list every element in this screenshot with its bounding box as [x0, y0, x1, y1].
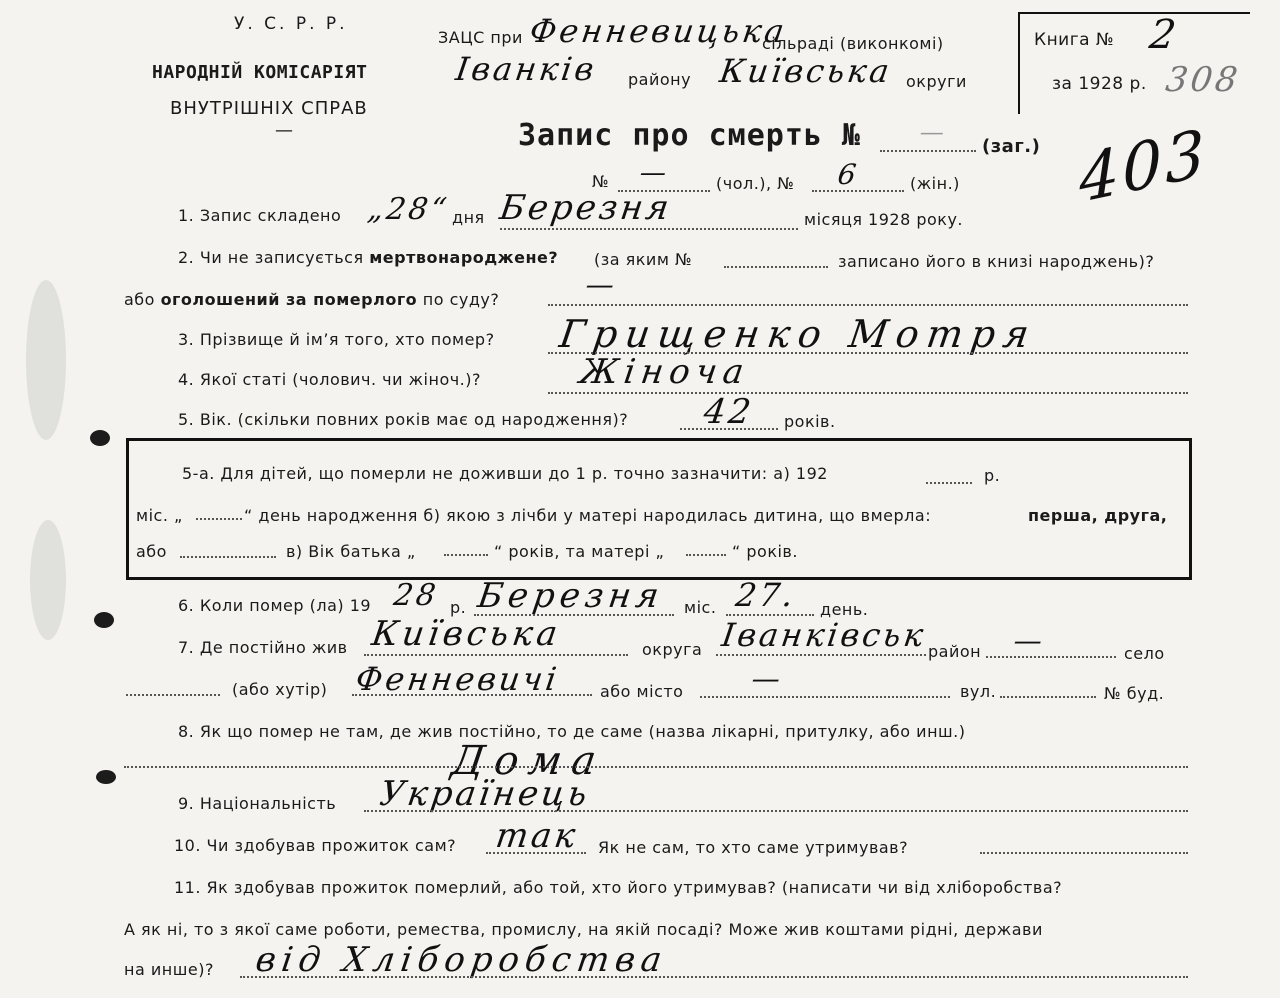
male-label: (чол.), №: [716, 174, 795, 193]
q7-okrug: Київська: [369, 614, 564, 654]
q5-suffix: років.: [784, 412, 836, 431]
q2-line1-mid: (за яким №: [594, 250, 693, 269]
q6-year: 28: [391, 578, 441, 613]
q5a-line3-prefix: або: [136, 542, 167, 561]
q10-answer: так: [493, 816, 581, 856]
district-label: району: [628, 70, 692, 89]
q5a-line2-mid: “ день народження б) якою з лічби у матері народилась дитина, що вмерла:: [244, 506, 932, 525]
q1-month: Березня: [497, 188, 675, 228]
village-council-handwritten: Фенневицька: [527, 12, 790, 50]
q7-okrug-label: округа: [642, 640, 703, 659]
q3-label: 3. Прізвище й ім’я того, хто помер?: [178, 330, 495, 349]
q6-mis-label: міс.: [684, 598, 717, 617]
margin-note: 403: [1078, 115, 1210, 219]
q7-khutir: Фенневичі: [353, 660, 562, 698]
commissariat-name: НАРОДНІЙ КОМІСАРІЯТ: [152, 62, 368, 83]
paper-stain: [26, 280, 66, 440]
q4-label: 4. Якої статі (чолович. чи жіноч.)?: [178, 370, 481, 389]
record-title: Запис про смерть №: [518, 118, 862, 153]
female-label: (жін.): [910, 174, 960, 193]
q2-declared-dead: оголошений за померлого: [160, 290, 418, 309]
okrug-label: округи: [906, 72, 967, 91]
q7-bud-label: № буд.: [1104, 684, 1165, 703]
q6-label: 6. Коли помер (ла) 19: [178, 596, 372, 615]
zag-label: (заг.): [982, 136, 1041, 157]
q5a-first-second: перша, друга,: [1028, 506, 1168, 525]
q10-label: 10. Чи здобував прожиток сам?: [174, 836, 457, 855]
binder-hole: [94, 612, 114, 628]
q6-day: 27.: [733, 576, 799, 614]
q11-line3: на инше)?: [124, 960, 214, 979]
book-year: за 1928 р.: [1052, 74, 1147, 94]
q7-raion-label: район: [928, 642, 982, 661]
okrug-handwritten: Київська: [717, 52, 895, 90]
q11-answer: від Хліборобства: [253, 940, 671, 980]
q5a-line3-suffix: “ років.: [732, 542, 798, 561]
q5a-line1-r: р.: [984, 466, 1001, 485]
q2-line2-prefix: або: [124, 290, 155, 309]
header-dash: —: [275, 120, 294, 141]
q7-selo: —: [1011, 624, 1048, 657]
q9-label: 9. Національність: [178, 794, 337, 813]
q1-suffix: місяця 1928 року.: [804, 210, 964, 229]
no-label: №: [592, 172, 610, 191]
q7-vul-label: вул.: [960, 682, 997, 701]
q7-khutir-label: (або хутір): [232, 680, 328, 699]
q5a-mother-age: “ років, та матері „: [494, 542, 665, 561]
q11-line2: А як ні, то з якої саме роботи, ремества, промислу, на якій посаді? Може жив коштами рідні, держави: [124, 920, 1043, 939]
q1-day: „28“: [365, 192, 452, 227]
district-handwritten: Іванків: [453, 50, 600, 88]
q1-day-label: дня: [452, 208, 485, 227]
q4-answer: Жіноча: [577, 352, 753, 392]
department-name: ВНУТРІШНІХ СПРАВ: [170, 98, 368, 119]
book-number: 2: [1146, 12, 1182, 58]
paper-stain: [30, 520, 66, 640]
q5-answer: 42: [701, 392, 757, 432]
record-title-number: —: [918, 118, 949, 146]
page-number: 308: [1163, 60, 1243, 100]
q2-stillborn: мертвонароджене?: [369, 248, 559, 267]
q8-label: 8. Як що помер не там, де жив постійно, то де саме (назва лікарні, притулку, або инш.): [178, 722, 966, 741]
q6-month: Березня: [475, 576, 667, 616]
q7-misto-label: або місто: [600, 682, 684, 701]
q3-answer: Грищенко Мотря: [556, 312, 1040, 356]
q2-line1-suffix: записано його в книзі народжень)?: [838, 252, 1155, 271]
binder-hole: [96, 770, 116, 784]
q6-r-label: р.: [450, 598, 467, 617]
q8-answer: Дома: [448, 738, 609, 784]
q7-misto: —: [749, 662, 786, 695]
q7-selo-label: село: [1124, 644, 1165, 663]
state-name: У. С. Р. Р.: [234, 14, 348, 34]
q2-line1-prefix: 2. Чи не записується: [178, 248, 364, 267]
q9-answer: Українець: [377, 774, 593, 814]
village-council-suffix: сільраді (виконкомі): [762, 34, 944, 53]
book-label: Книга №: [1034, 30, 1115, 50]
q2-line2-suffix: по суду?: [422, 290, 500, 309]
q2-answer: —: [583, 268, 620, 301]
q5a-father-age: в) Вік батька „: [286, 542, 416, 561]
q5-label: 5. Вік. (скільки повних років має од народження)?: [178, 410, 629, 429]
male-number: —: [637, 158, 672, 188]
binder-hole: [90, 430, 110, 446]
q11-line1: 11. Як здобував прожиток померлий, або той, хто його утримував? (написати чи від хліборобства?: [174, 878, 1063, 897]
q10-mid: Як не сам, то хто саме утримував?: [598, 838, 909, 857]
q5a-line1: 5-а. Для дітей, що померли не доживши до 1 р. точно зазначити: а) 192: [182, 464, 828, 483]
q7-label: 7. Де постійно жив: [178, 638, 348, 657]
q1-label: 1. Запис складено: [178, 206, 342, 225]
zags-label: ЗАЦС при: [438, 28, 523, 47]
q7-raion: Іванківськ: [719, 616, 929, 654]
female-number: 6: [835, 158, 862, 191]
q5a-line2-prefix: міс. „: [136, 506, 183, 525]
q6-suffix: день.: [820, 600, 869, 619]
